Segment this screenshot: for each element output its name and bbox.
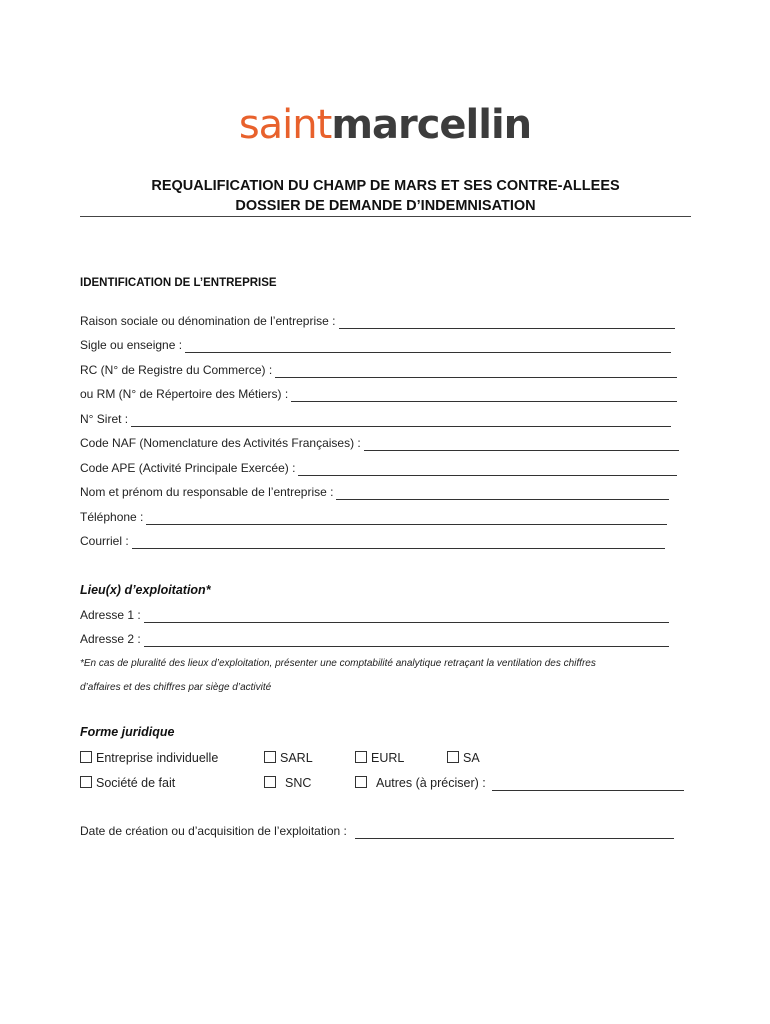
forme-juridique-heading: Forme juridique	[80, 725, 175, 739]
checkbox-eurl[interactable]	[355, 750, 404, 766]
field-date-creation[interactable]	[80, 823, 674, 839]
pluralite-note	[80, 652, 692, 700]
fill-line[interactable]	[146, 511, 667, 525]
fill-line[interactable]	[144, 633, 669, 647]
checkbox-icon[interactable]	[447, 751, 459, 763]
logo-part-saint: saint	[238, 102, 332, 148]
checkbox-societe-de-fait[interactable]	[80, 775, 175, 791]
logo-part-marcellin: marcellin	[331, 102, 532, 148]
option-label: Autres (à préciser) :	[376, 776, 486, 790]
field-label: Nom et prénom du responsable de l’entreprise :	[80, 485, 334, 499]
field-courriel[interactable]	[80, 533, 665, 549]
field-code-naf[interactable]	[80, 435, 679, 451]
fill-line[interactable]	[339, 315, 676, 329]
checkbox-icon[interactable]	[264, 776, 276, 788]
option-label: SA	[463, 751, 480, 765]
saint-marcellin-logo	[0, 100, 770, 150]
field-code-ape[interactable]	[80, 460, 677, 476]
fill-line[interactable]	[132, 535, 665, 549]
field-label: RC (N° de Registre du Commerce) :	[80, 363, 273, 377]
note-line-2: d’affaires et des chiffres par siège d’activité	[80, 682, 272, 693]
field-label: Raison sociale ou dénomination de l’entreprise :	[80, 314, 336, 328]
field-label: Sigle ou enseigne :	[80, 338, 183, 352]
checkbox-sa[interactable]	[447, 750, 480, 766]
checkbox-icon[interactable]	[264, 751, 276, 763]
title-line-2: DOSSIER DE DEMANDE D’INDEMNISATION	[235, 198, 536, 214]
lieux-heading: Lieu(x) d’exploitation*	[80, 583, 211, 597]
checkbox-icon[interactable]	[355, 751, 367, 763]
fill-line[interactable]	[298, 462, 677, 476]
note-line-1: *En cas de pluralité des lieux d’exploitation, présenter une comptabilité analytique retraçant la ventilation des chiffres	[80, 658, 596, 669]
fill-line[interactable]	[131, 413, 671, 427]
fill-line[interactable]	[185, 339, 671, 353]
option-label: Entreprise individuelle	[96, 751, 219, 765]
checkbox-icon[interactable]	[355, 776, 367, 788]
checkbox-snc[interactable]	[264, 775, 311, 791]
option-label: SARL	[280, 751, 313, 765]
field-label: Courriel :	[80, 534, 129, 548]
fill-line[interactable]	[336, 486, 669, 500]
title-underline	[80, 216, 691, 217]
option-label: SNC	[285, 776, 312, 790]
identification-heading: IDENTIFICATION DE L’ENTREPRISE	[80, 277, 277, 289]
fill-line[interactable]	[364, 437, 679, 451]
field-label: Adresse 2 :	[80, 632, 141, 646]
field-adresse-2[interactable]	[80, 631, 669, 647]
title-line-1: REQUALIFICATION DU CHAMP DE MARS ET SES CONTRE-ALLEES	[151, 178, 620, 194]
field-telephone[interactable]	[80, 509, 667, 525]
field-label: ou RM (N° de Répertoire des Métiers) :	[80, 387, 289, 401]
checkbox-icon[interactable]	[80, 751, 92, 763]
option-label: Société de fait	[96, 776, 176, 790]
field-siret[interactable]	[80, 411, 671, 427]
checkbox-icon[interactable]	[80, 776, 92, 788]
field-label: Code NAF (Nomenclature des Activités Françaises) :	[80, 436, 361, 450]
field-sigle[interactable]	[80, 337, 671, 353]
field-rc[interactable]	[80, 362, 677, 378]
field-raison-sociale[interactable]	[80, 313, 675, 329]
checkbox-entreprise-individuelle[interactable]	[80, 750, 218, 766]
fill-line[interactable]	[355, 825, 674, 839]
field-label: Code APE (Activité Principale Exercée) :	[80, 461, 296, 475]
checkbox-sarl[interactable]	[264, 750, 313, 766]
option-label: EURL	[371, 751, 405, 765]
field-adresse-1[interactable]	[80, 607, 669, 623]
field-label: Téléphone :	[80, 510, 144, 524]
fill-line[interactable]	[275, 364, 677, 378]
fill-line[interactable]	[291, 388, 677, 402]
fill-line[interactable]	[144, 609, 669, 623]
checkbox-autres[interactable]	[355, 775, 486, 791]
field-label: Date de création ou d’acquisition de l’exploitation :	[80, 824, 347, 838]
field-responsable[interactable]	[80, 484, 669, 500]
field-rm[interactable]	[80, 386, 677, 402]
document-title	[80, 176, 691, 216]
field-label: Adresse 1 :	[80, 608, 141, 622]
field-label: N° Siret :	[80, 412, 129, 426]
autres-fill-line[interactable]	[492, 790, 684, 791]
